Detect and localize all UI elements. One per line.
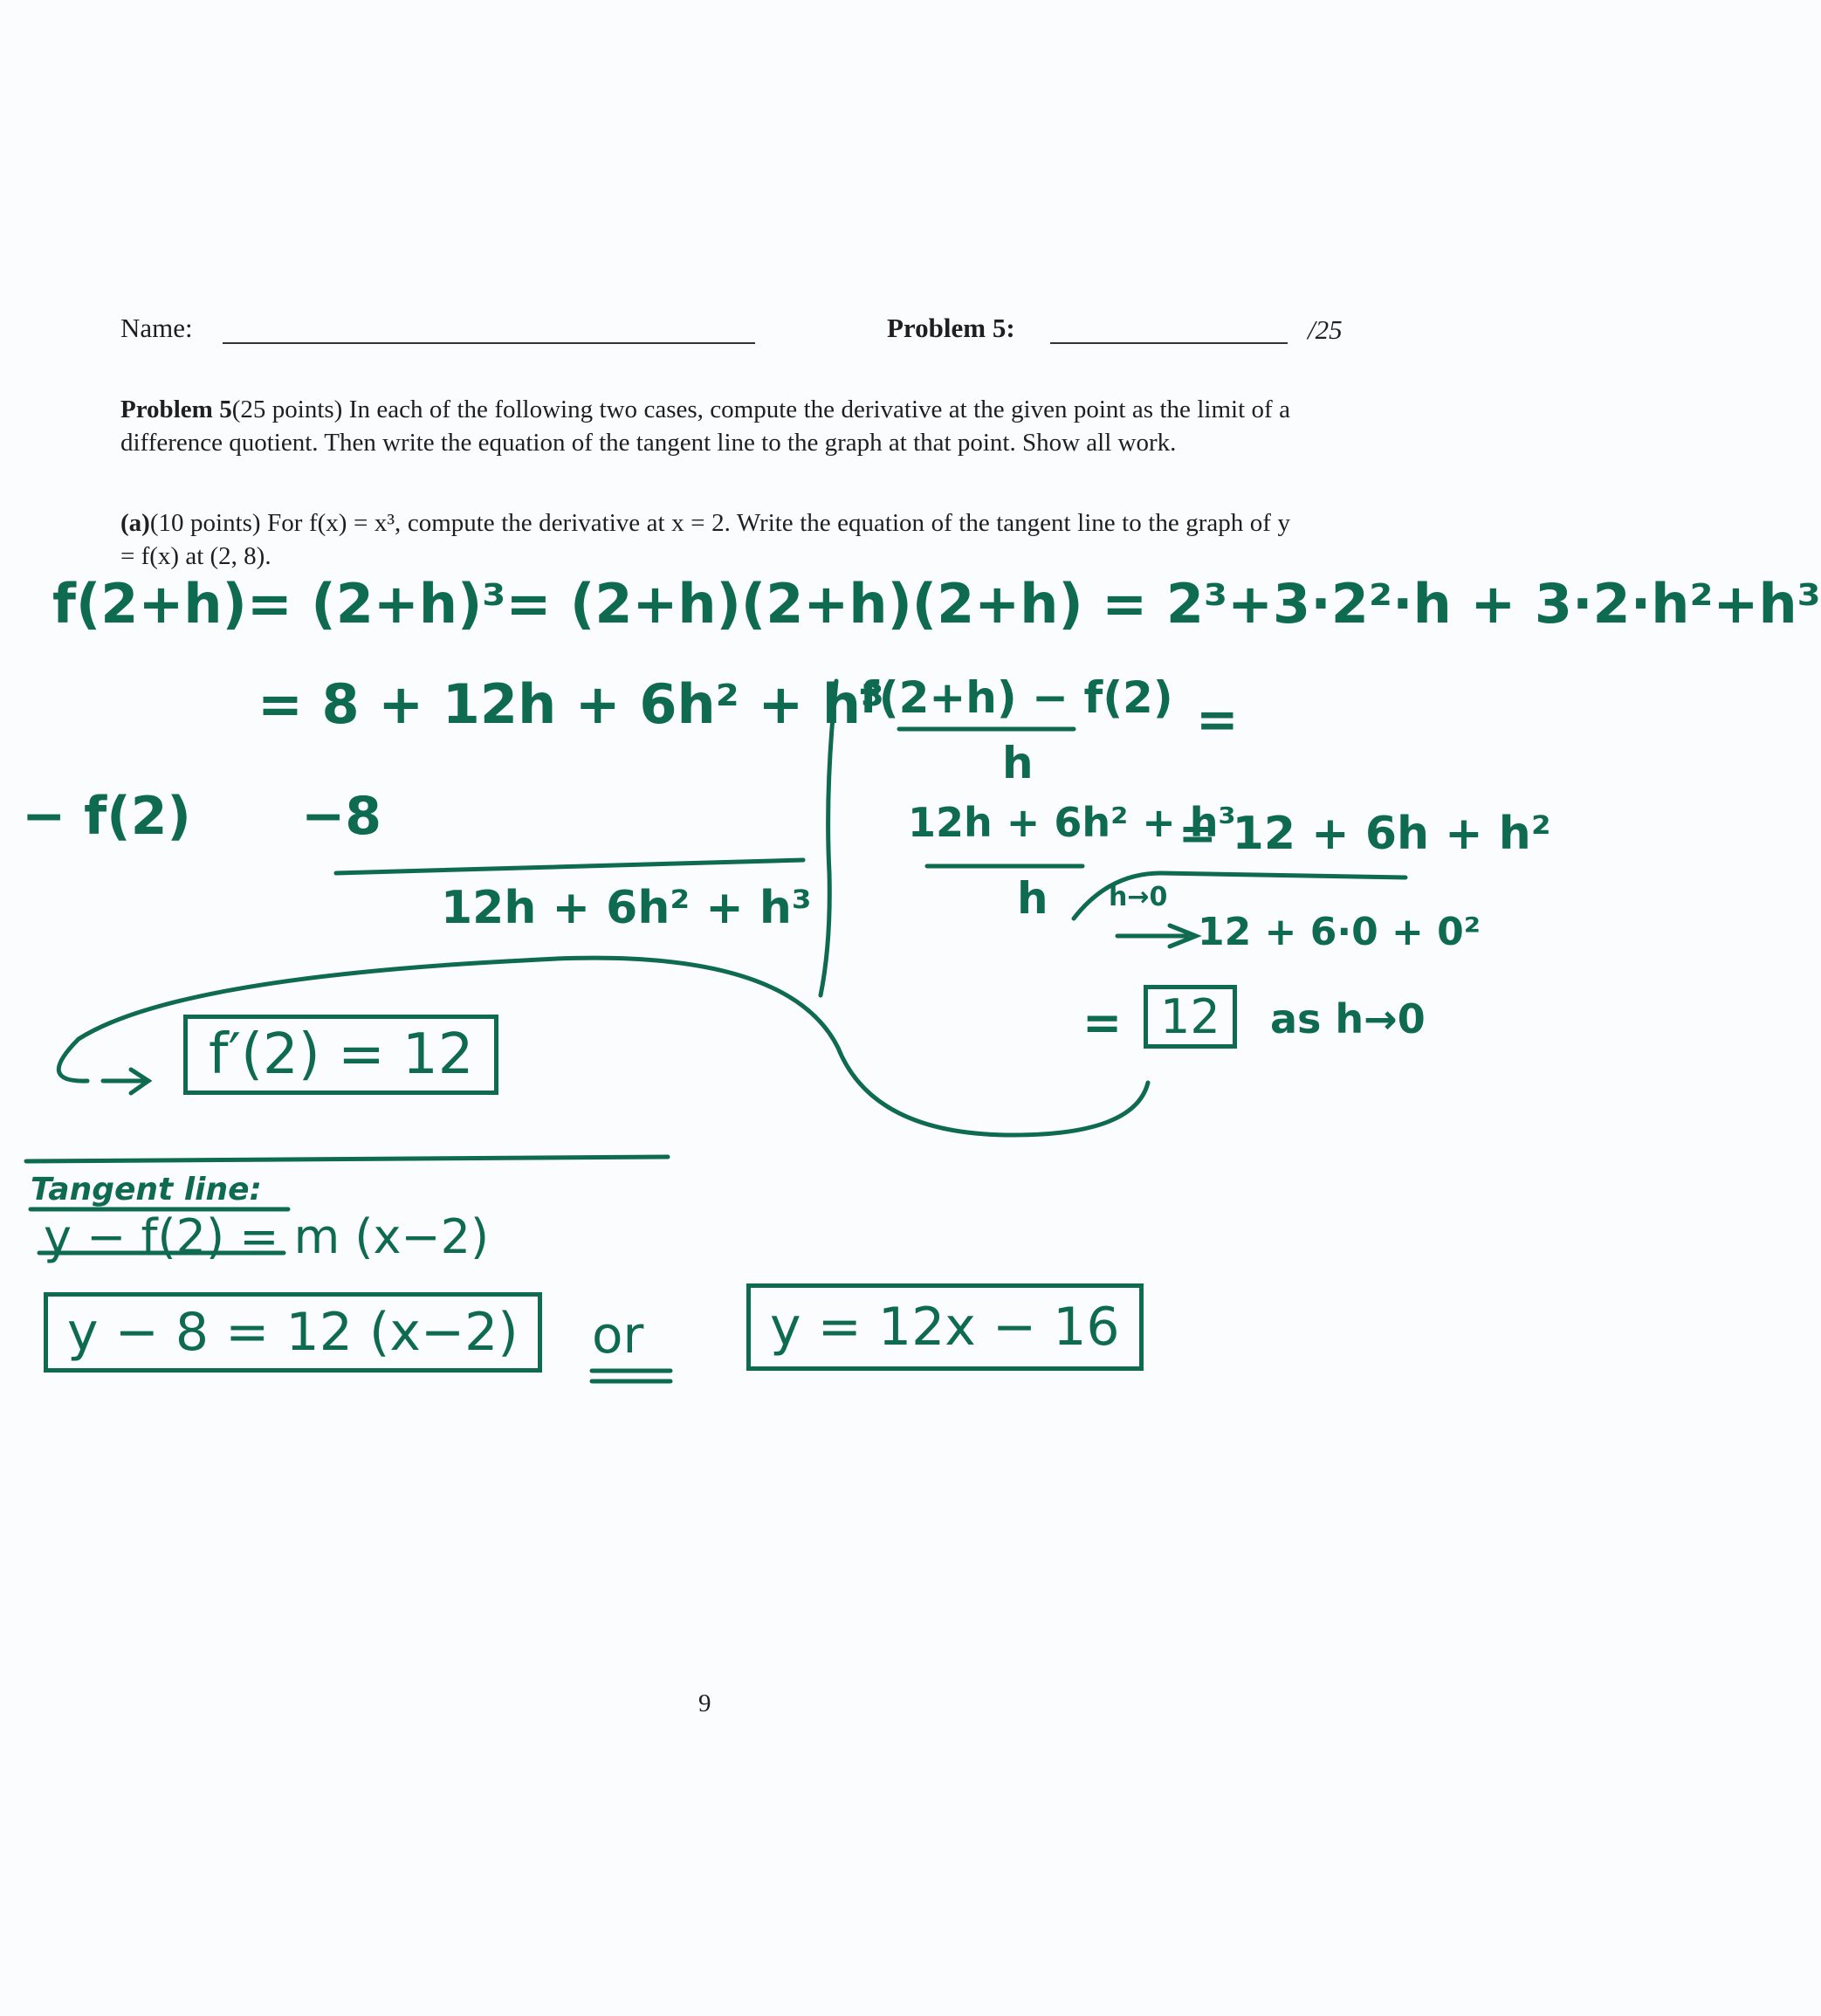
hw-limit-result-box: 12 <box>1144 985 1237 1049</box>
problem-points: (25 points) <box>231 396 343 423</box>
subtraction-line <box>336 860 803 873</box>
hw-frac-numerator: 12h + 6h² + h³ <box>908 799 1236 846</box>
hw-answer-point-slope-box: y − 8 = 12 (x−2) <box>44 1292 542 1373</box>
name-label: Name: <box>120 313 193 343</box>
hw-limit-label: h→0 <box>1109 882 1168 912</box>
part-a-text: (10 points) For f(x) = x³, compute the derivative at x = 2. Write the equation of the tangent line to the graph of y = f(x) at (2, 8). <box>120 509 1290 570</box>
problem-title: Problem 5 <box>120 396 232 423</box>
hw-limit-value: 12 + 6·0 + 0² <box>1198 910 1481 954</box>
hw-frac-denominator: h <box>1017 873 1048 924</box>
hw-derivative-result-box: f′(2) = 12 <box>183 1015 498 1095</box>
hw-equals: = <box>1082 995 1123 1050</box>
hw-subtraction-result: 12h + 6h² + h³ <box>441 882 812 934</box>
hw-as-h: as h→0 <box>1270 995 1426 1042</box>
hw-tangent-heading: Tangent line: <box>31 1172 262 1208</box>
hw-minus-8: −8 <box>301 786 382 847</box>
hw-answer-slope-intercept-box: y = 12x − 16 <box>746 1283 1144 1371</box>
problem-text: In each of the following two cases, compute the derivative at the given point as the limit of a difference quotient. Then write the equation of the tangent line to the graph at that point. Show all work. <box>120 396 1290 457</box>
hw-point-slope: y − f(2) = m (x−2) <box>44 1209 490 1264</box>
hw-dq-denominator: h <box>1002 738 1034 788</box>
hw-expansion-line: f(2+h)= (2+h)³= (2+h)(2+h)(2+h) = 2³+3·2²·h + 3·2·h²+h³ <box>52 572 1821 636</box>
hw-or: or <box>592 1305 644 1365</box>
hw-dq-equals: = <box>1196 690 1239 749</box>
hw-simplified: = 12 + 6h + h² <box>1178 808 1551 860</box>
hw-expanded-result: = 8 + 12h + 6h² + h³ <box>258 672 885 736</box>
section-underline <box>26 1157 668 1161</box>
hw-minus-f2: − f(2) <box>22 786 191 847</box>
page-number: 9 <box>698 1689 711 1717</box>
part-a-label: (a) <box>120 509 150 537</box>
hw-dq-numerator: f(2+h) − f(2) <box>860 672 1173 723</box>
score-total: /25 <box>1308 314 1343 345</box>
problem-score-label: Problem 5: <box>887 313 1015 343</box>
